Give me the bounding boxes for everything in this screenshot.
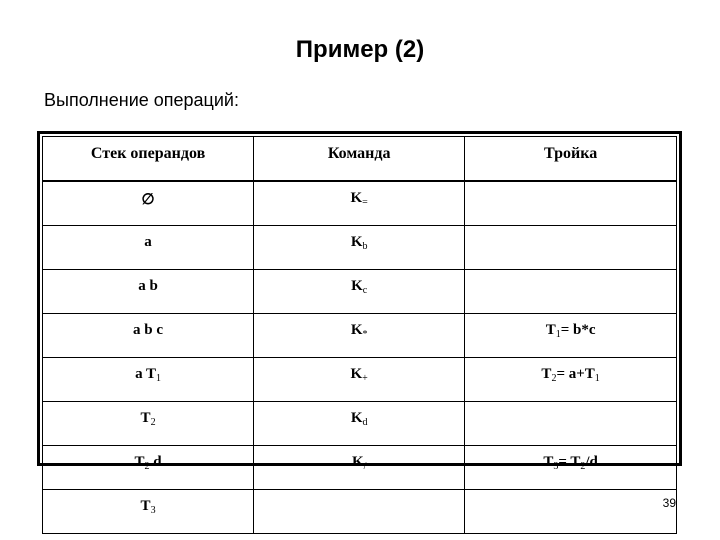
cell-text: a b — [138, 278, 158, 294]
cell-subscript: 2 — [144, 461, 150, 472]
table-row — [43, 358, 677, 402]
table-row — [43, 314, 677, 358]
cell-text: T — [140, 410, 151, 426]
cell-subscript: = — [362, 197, 368, 208]
cell-stack — [43, 181, 254, 226]
table-row — [43, 270, 677, 314]
table-row — [43, 181, 677, 226]
cell-text: T — [134, 454, 145, 470]
header-stack: Стек операндов — [43, 137, 254, 182]
cell-subscript: 1 — [594, 373, 600, 384]
cell-text: a T — [135, 366, 157, 382]
cell-stack — [43, 226, 254, 270]
cell-text: a b c — [133, 322, 164, 338]
table-header-row — [43, 137, 677, 182]
cell-command — [254, 181, 465, 226]
cell-subscript: d — [362, 417, 368, 428]
cell-subscript: b — [362, 241, 368, 252]
cell-text: T — [541, 366, 552, 382]
cell-text: T — [140, 498, 151, 514]
cell-subscript: 3 — [150, 505, 156, 516]
cell-triple — [465, 314, 677, 358]
cell-command — [254, 446, 465, 490]
table-row — [43, 446, 677, 490]
cell-text: K — [350, 322, 363, 338]
cell-triple — [465, 270, 677, 314]
cell-triple — [465, 446, 677, 490]
page-number: 39 — [662, 496, 676, 510]
cell-triple — [465, 490, 677, 534]
cell-stack — [43, 270, 254, 314]
cell-text: = a+T — [556, 366, 595, 382]
cell-subscript: 1 — [555, 329, 561, 340]
cell-command — [254, 314, 465, 358]
cell-command — [254, 402, 465, 446]
slide-title: Пример (2) — [295, 36, 425, 63]
cell-command — [254, 226, 465, 270]
cell-text: K — [351, 278, 363, 294]
cell-subscript: 1 — [156, 373, 162, 384]
table-row — [43, 490, 677, 534]
cell-text: K — [350, 190, 363, 206]
cell-subscript: 2 — [551, 373, 557, 384]
cell-triple — [465, 358, 677, 402]
table-row — [43, 226, 677, 270]
cell-command — [254, 358, 465, 402]
cell-subscript: c — [362, 285, 368, 296]
cell-text: K — [350, 366, 363, 382]
cell-text: K — [350, 234, 363, 250]
cell-stack — [43, 446, 254, 490]
cell-command — [254, 270, 465, 314]
cell-text: = T — [558, 454, 581, 470]
slide-subtitle: Выполнение операций: — [44, 90, 239, 110]
cell-text: K — [350, 410, 363, 426]
cell-subscript: 2 — [580, 461, 586, 472]
cell-text: a — [144, 234, 152, 250]
cell-text: T — [545, 322, 556, 338]
cell-text: T — [543, 454, 554, 470]
cell-triple — [465, 402, 677, 446]
cell-subscript: 2 — [150, 417, 156, 428]
table-row — [43, 402, 677, 446]
cell-stack — [43, 490, 254, 534]
cell-subscript: + — [362, 373, 368, 384]
header-command: Команда — [254, 137, 465, 182]
cell-subscript: / — [363, 461, 367, 472]
cell-stack — [43, 314, 254, 358]
cell-text: = b*c — [560, 322, 596, 338]
cell-text: ∅ — [141, 192, 155, 208]
cell-triple — [465, 226, 677, 270]
cell-stack — [43, 358, 254, 402]
cell-text: K — [351, 454, 364, 470]
header-triple: Тройка — [465, 137, 677, 182]
cell-text: /d — [585, 454, 598, 470]
cell-subscript: 3 — [553, 461, 559, 472]
cell-triple — [465, 181, 677, 226]
cell-stack — [43, 402, 254, 446]
cell-text: d — [149, 454, 162, 470]
cell-subscript: * — [362, 329, 368, 340]
cell-command — [254, 490, 465, 534]
